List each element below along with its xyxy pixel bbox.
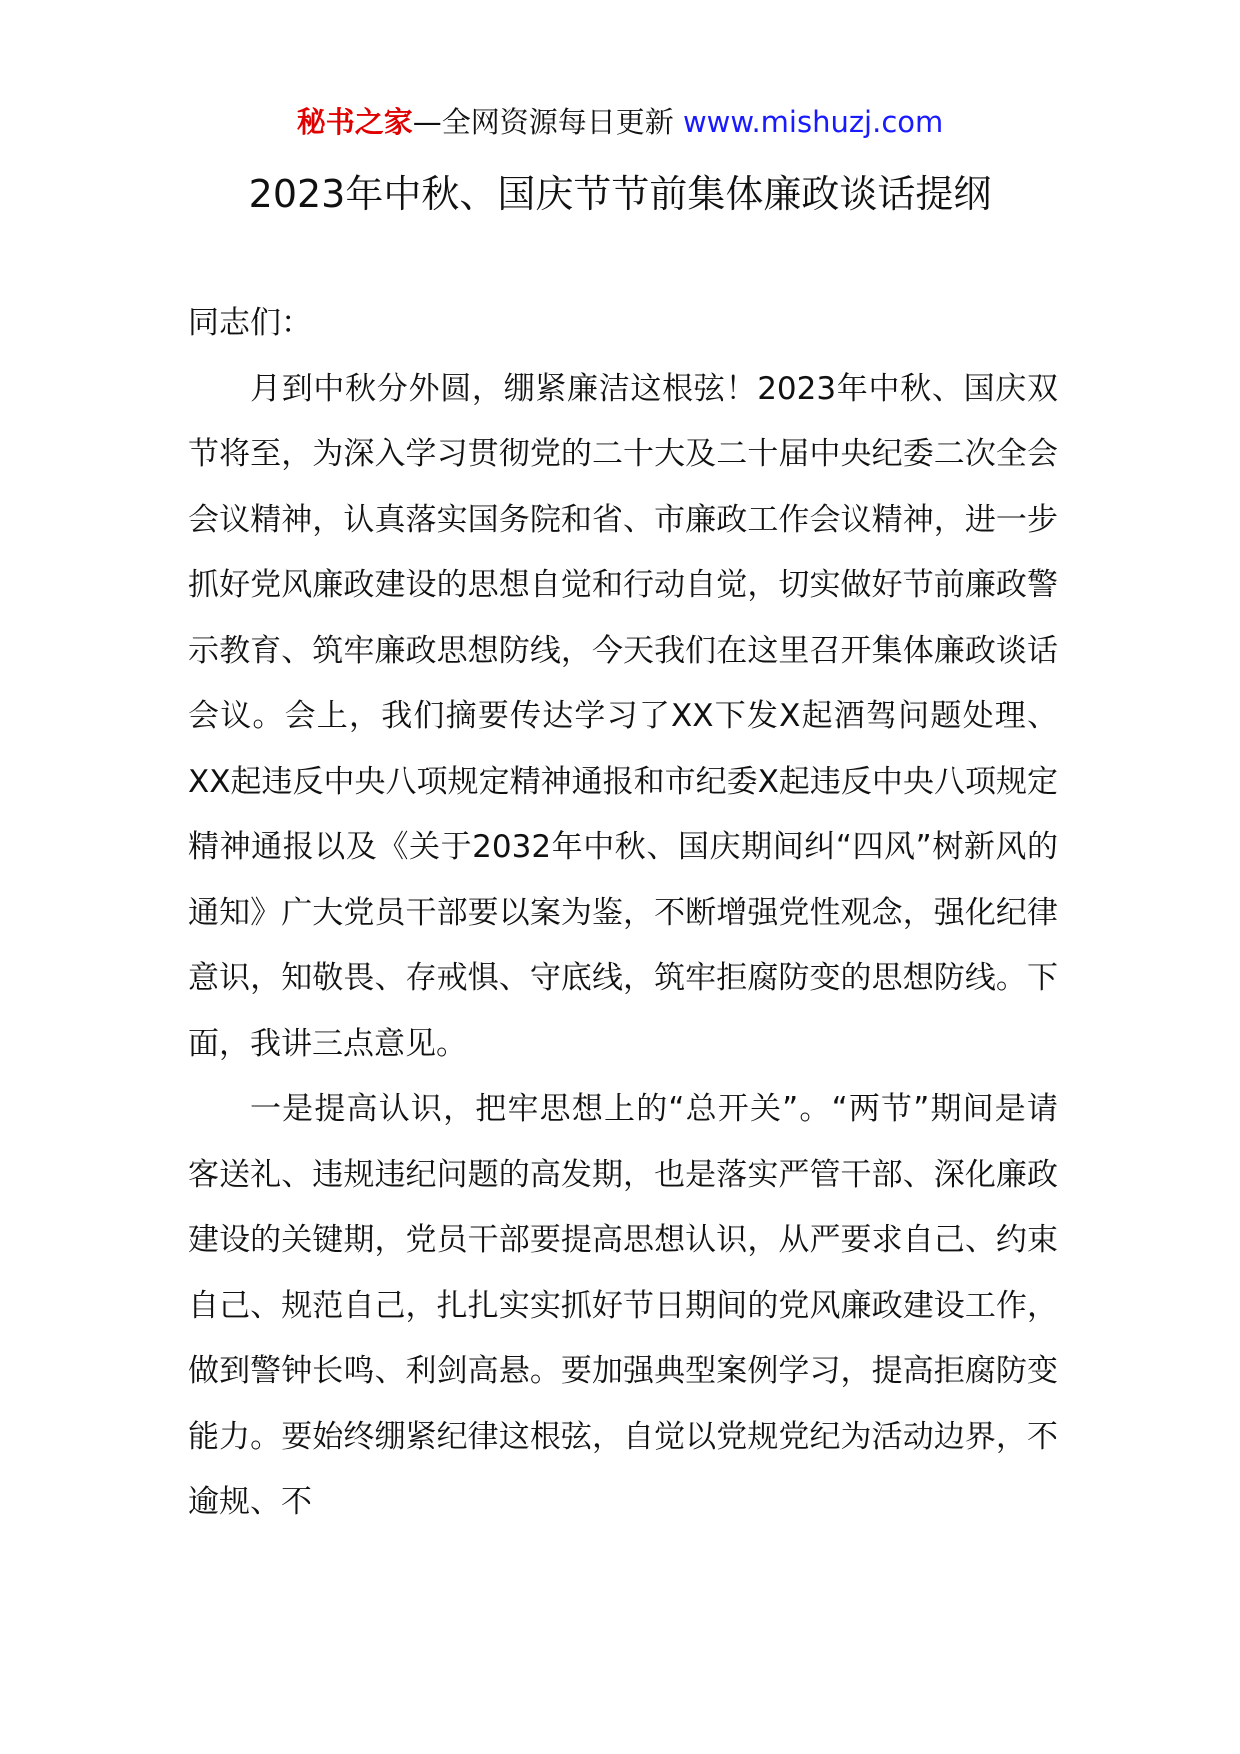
site-link[interactable]: www.mishuzj.com [682,105,944,139]
header-slogan: —全网资源每日更新 [412,105,683,139]
document-title: 2023年中秋、国庆节节前集体廉政谈话提纲 [248,172,992,216]
paragraph-point-one: 一是提高认识，把牢思想上的“总开关”。“两节”期间是请客送礼、违规违纪问题的高发期，也是落实严管干部、深化廉政建设的关键期，党员干部要提高思想认识，从严要求自己、约束自己、规范自己，扎扎实实抓好节日期间的党风廉政建设工作，做到警钟长鸣、利剑高悬。要加强典型案例学习，提高拒腐防变能力。要始终绷紧纪律这根弦，自觉以党规党纪为活动边界，不逾规、不 [188,1091,1058,1520]
brand-name: 秘书之家 [296,105,413,139]
document-body [188,291,1058,1536]
salutation: 同志们： [188,305,312,341]
paragraph-intro: 月到中秋分外圆，绷紧廉洁这根弦！2023年中秋、国庆双节将至，为深入学习贯彻党的二十大及二十届中央纪委二次全会会议精神，认真落实国务院和省、市廉政工作会议精神，进一步抓好党风廉政建设的思想自觉和行动自觉，切实做好节前廉政警示教育、筑牢廉政思想防线，今天我们在这里召开集体廉政谈话会议。会上，我们摘要传达学习了XX下发X起酒驾问题处理、XX起违反中央八项规定精神通报和市纪委X起违反中央八项规定精神通报以及《关于2032年中秋、国庆期间纠“四风”树新风的通知》广大党员干部要以案为鉴，不断增强党性观念，强化纪律意识，知敬畏、存戒惧、守底线，筑牢拒腐防变的思想防线。下面，我讲三点意见。 [188,370,1058,1062]
site-header [0,100,1240,144]
